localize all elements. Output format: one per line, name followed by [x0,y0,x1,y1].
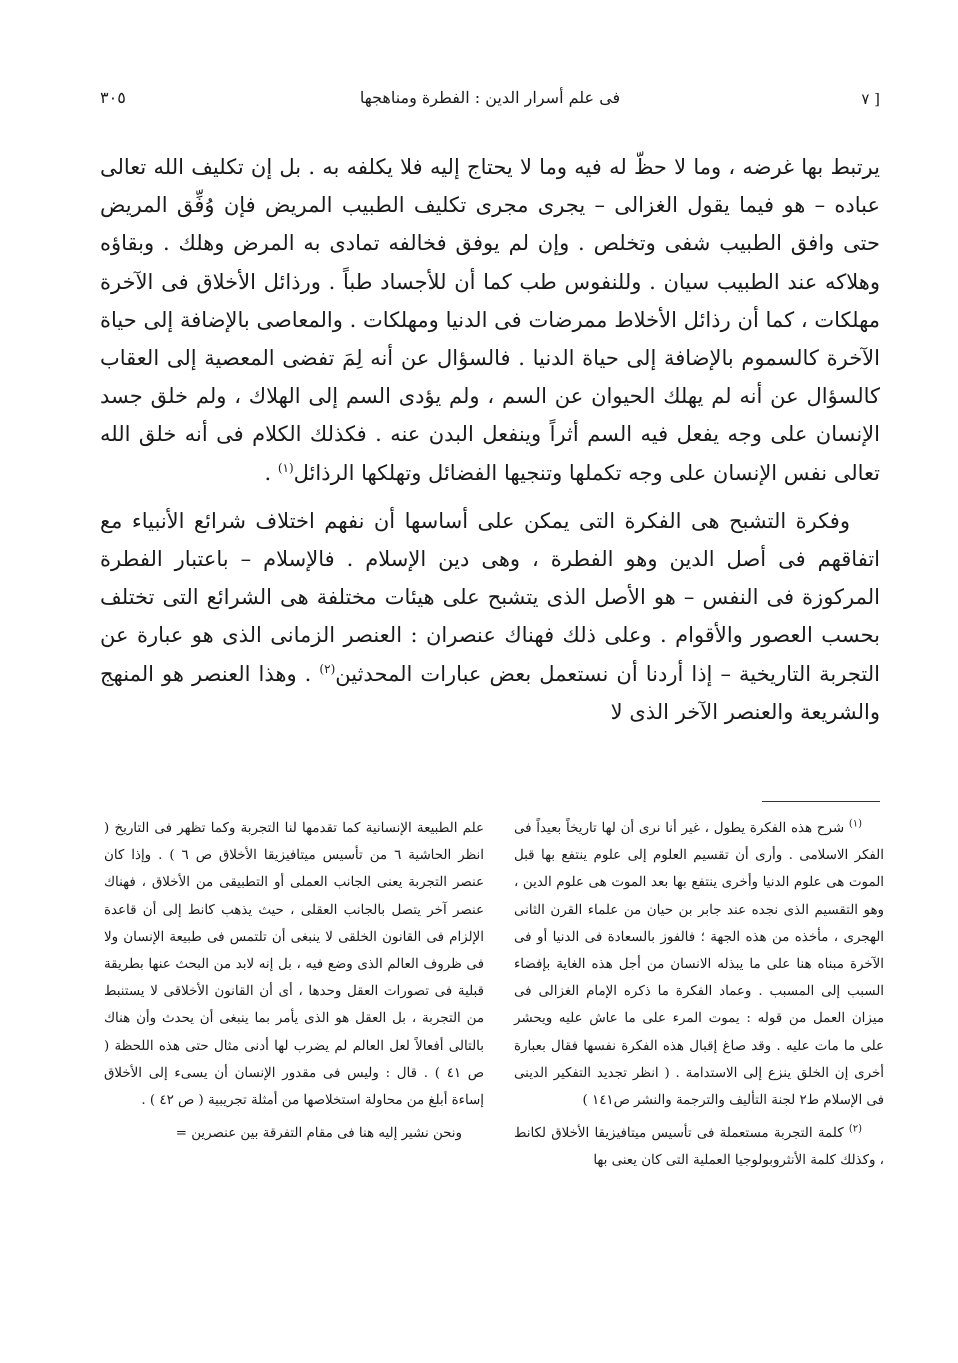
footnote-2-continued: علم الطبيعة الإنسانية كما تقدمها لنا التجربة وكما تظهر فى التاريخ ( انظر الحاشية ٦ من تأسيس ميتافيزيقا الأخلاق ص ٦ ) . وإذا كان عنصر التجربة يعنى الجانب العملى أو التطبيقى من الأخلاق ، فهناك عنصر آخر يتصل بالجانب العقلى ، حيث يذهب كانط إلى أن قاعدة الإلزام فى القانون الخلقى لا ينبغى أن تلتمس فى طبيعة الإنسان ولا فى ظروف العالم الذى وضع فيه ، بل إنه لابد من البحث عنها بطريقة قبلية فى تصورات العقل وحدها ، أى أن القانون الأخلاقى لا يستنبط من التجربة ، بل العقل هو الذى يأمر بما ينبغى أن يحدث وأن هناك بالتالى أفعالاً لعل العالم لم يضرب لها أدنى مثال حتى هذه اللحظة ( ص ٤١ ) . قال : وليس فى مقدور الإنسان أن يسىء إلى الأخلاق إساءة أبلغ من محاولة استخلاصها من أمثلة تجريبية ( ص ٤٢ ) . [104,821,484,1109]
footnote-separator [762,801,880,802]
footnote-2 [514,1120,884,1174]
chapter-number: [ ٧ [861,90,880,108]
paragraph-1-text: يرتبط بها غرضه ، وما لا حظّ له فيه وما لا يحتاج إليه فلا يكلفه به . بل إن تكليف الله تعالى عباده – هو فيما يقول الغزالى – يجرى مجرى تكليف الطبيب المريض فإن وُفِّق المريض حتى وافق الطبيب شفى وتخلص . وإن لم يوفق فخالفه تمادى به المرض وهلك . وبقاؤه وهلاكه عند الطبيب سيان . وللنفوس طب كما أن للأجساد طباً . ورذائل الأخلاق فى الآخرة مهلكات ، كما أن رذائل الأخلاط ممرضات فى الدنيا ومهلكات . والمعاصى بالإضافة إلى حياة الآخرة كالسموم بالإضافة إلى حياة الدنيا . فالسؤال عن أنه لِمَ تفضى المعصية إلى العقاب كالسؤال عن أنه لم يهلك الحيوان عن السم ، ولم يؤدى السم إلى الهلاك ، ولم خلق جسد الإنسان على وجه يفعل فيه السم أثراً وينفعل البدن عنه . فكذلك الكلام فى أنه خلق الله تعالى نفس الإنسان على وجه تكملها وتنجيها الفضائل وتهلكها الرذائل [100,155,880,485]
footnote-ref-2[interactable]: (٢) [319,661,336,676]
running-title: فى علم أسرار الدين : الفطرة ومناهجها [359,88,621,107]
paragraph-1 [100,148,880,492]
paragraph-2-text: وفكرة التشبح هى الفكرة التى يمكن على أساسها أن نفهم اختلاف شرائع الأنبياء مع اتفاقهم فى أصل الدين وهو الفطرة ، وهى دين الإسلام . فالإسلام – باعتبار الفطرة المركوزة فى النفس – هو الأصل الذى يتشبح على هيئات مختلفة هى الشرائع التى تختلف بحسب العصور والأقوام . وعلى ذلك فهناك عنصران : العنصر الزمانى الذى هو عبارة عن التجربة التاريخية – إذا أردنا أن نستعمل بعض عبارات المحدثين [100,508,880,686]
page-number: ٣٠٥ [100,88,126,107]
main-text [100,148,880,731]
paragraph-1-end: . [264,460,278,485]
footnote-1-text: شرح هذه الفكرة يطول ، غير أنا نرى أن لها تاريخاً بعيداً فى الفكر الاسلامى . وأرى أن تقسيم العلوم إلى علوم ينتفع بها قبل الموت هى علوم الدنيا وأخرى ينتفع بها بعد الموت هى علوم الدين ، وهو التقسيم الذى نجده عند جابر بن حيان من علماء القرن الثانى الهجرى ، مأخذه من هذه الجهة ؛ فالفوز بالسعادة فى الدنيا أو فى الآخرة مبناه هنا على ما يبذله الانسان من أجل هذه الغاية بإفضاء السبب إلى المسبب . وعماد الفكرة ما ذكره الإمام الغزالى فى ميزان العمل من قوله : يموت المرء على ما عاش عليه ويحشر على ما مات عليه . وقد صاغ إقبال هذه الفكرة نفسها فقال بعبارة أخرى إن الخلق ينزع إلى الاستدامة . ( انظر تجديد التفكير الدينى فى الإسلام ط٢ لجنة التأليف والترجمة والنشر ص١٤١ ) [514,821,884,1109]
footnote-2-last-line: ونحن نشير إليه هنا فى مقام التفرقة بين عنصرين = [175,1126,462,1142]
footnotes-left-column [104,815,484,1147]
footnote-2-number: (٢) [848,1123,862,1135]
page-header [100,84,880,114]
paragraph-2 [100,502,880,731]
footnote-ref-1[interactable]: (١) [277,460,294,475]
footnote-2-text: كلمة التجربة مستعملة فى تأسيس ميتافيزيقا الأخلاق لكانط ، وكذلك كلمة الأنثروبولوجيا العملية التى كان يعنى بها [514,1126,884,1169]
paragraph-2-end: . وهذا العنصر هو المنهج والشريعة والعنصر الآخر الذى لا [100,661,880,724]
footnotes-right-column [514,815,884,1175]
footnote-1-number: (١) [848,818,862,830]
footnote-1 [514,815,884,1114]
